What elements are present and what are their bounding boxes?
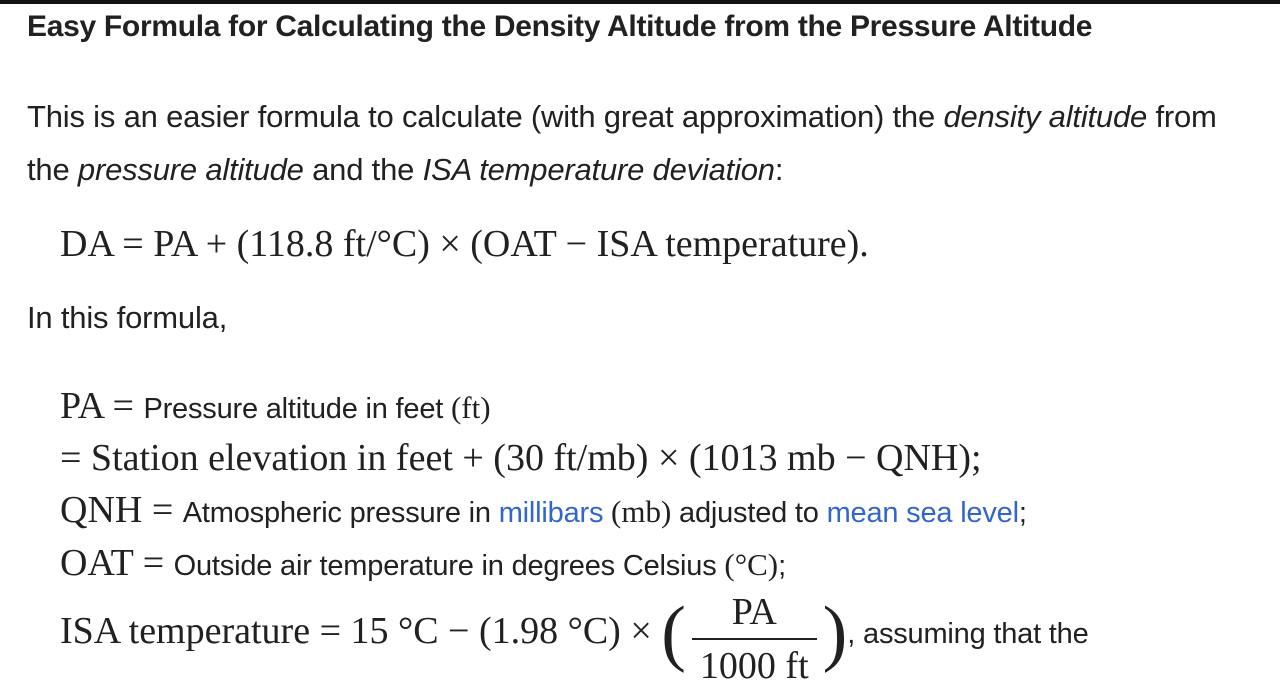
oat-equals: = (133, 542, 174, 584)
para-text-3: and the (303, 152, 423, 187)
isa-formula-lhs: ISA temperature = 15 °C − (1.98 °C) × (60, 610, 662, 653)
para-em-isa-deviation: ISA temperature deviation (422, 152, 775, 187)
para-text-2: from the (27, 99, 1217, 187)
mean-sea-level-link[interactable]: mean sea level (826, 497, 1019, 529)
para-em-density-altitude: density altitude (943, 99, 1148, 134)
pa-unit: (ft) (450, 390, 491, 425)
definition-isa (60, 590, 1089, 688)
main-formula: DA = PA + (118.8 ft/°C) × (OAT − ISA temperature). (60, 223, 869, 265)
para-text-4: : (774, 152, 784, 187)
qnh-equals: = (142, 489, 183, 531)
para-em-pressure-altitude: pressure altitude (77, 152, 304, 187)
definition-pa-continued (60, 436, 982, 480)
top-border (0, 0, 1280, 4)
qnh-text-2: adjusted to (679, 497, 827, 529)
pa-station-formula: = Station elevation in feet + (30 ft/mb) × (1013 mb − QNH); (60, 437, 982, 479)
isa-close-paren: ) (822, 591, 848, 674)
formula-intro: In this formula, (27, 300, 228, 335)
qnh-unit: (mb) (603, 494, 680, 529)
oat-symbol: OAT (60, 542, 134, 584)
oat-unit: (°C) (724, 547, 779, 582)
isa-frac-numerator: PA (692, 590, 817, 640)
isa-open-paren: ( (661, 591, 686, 674)
para-text-1: This is an easier formula to calculate (with great approximation) the (27, 99, 944, 134)
oat-description: Outside air temperature in degrees Celsius (173, 550, 725, 582)
isa-frac-denominator: 1000 ft (699, 645, 809, 687)
millibars-link[interactable]: millibars (498, 497, 604, 529)
section-heading: Easy Formula for Calculating the Density Altitude from the Pressure Altitude (27, 10, 1093, 43)
pa-equals: = (103, 385, 144, 427)
pa-symbol: PA (60, 385, 103, 427)
qnh-symbol: QNH (60, 489, 143, 531)
definition-pa (60, 384, 491, 428)
pa-description: Pressure altitude in feet (143, 393, 451, 425)
oat-tail: ; (778, 550, 786, 582)
isa-tail: , assuming that the (847, 618, 1089, 651)
definition-oat (60, 541, 786, 585)
intro-paragraph (27, 90, 1257, 196)
definition-qnh (60, 488, 1027, 532)
qnh-text-1: Atmospheric pressure in (182, 497, 499, 529)
isa-fraction (692, 590, 817, 688)
qnh-text-3: ; (1018, 497, 1027, 529)
